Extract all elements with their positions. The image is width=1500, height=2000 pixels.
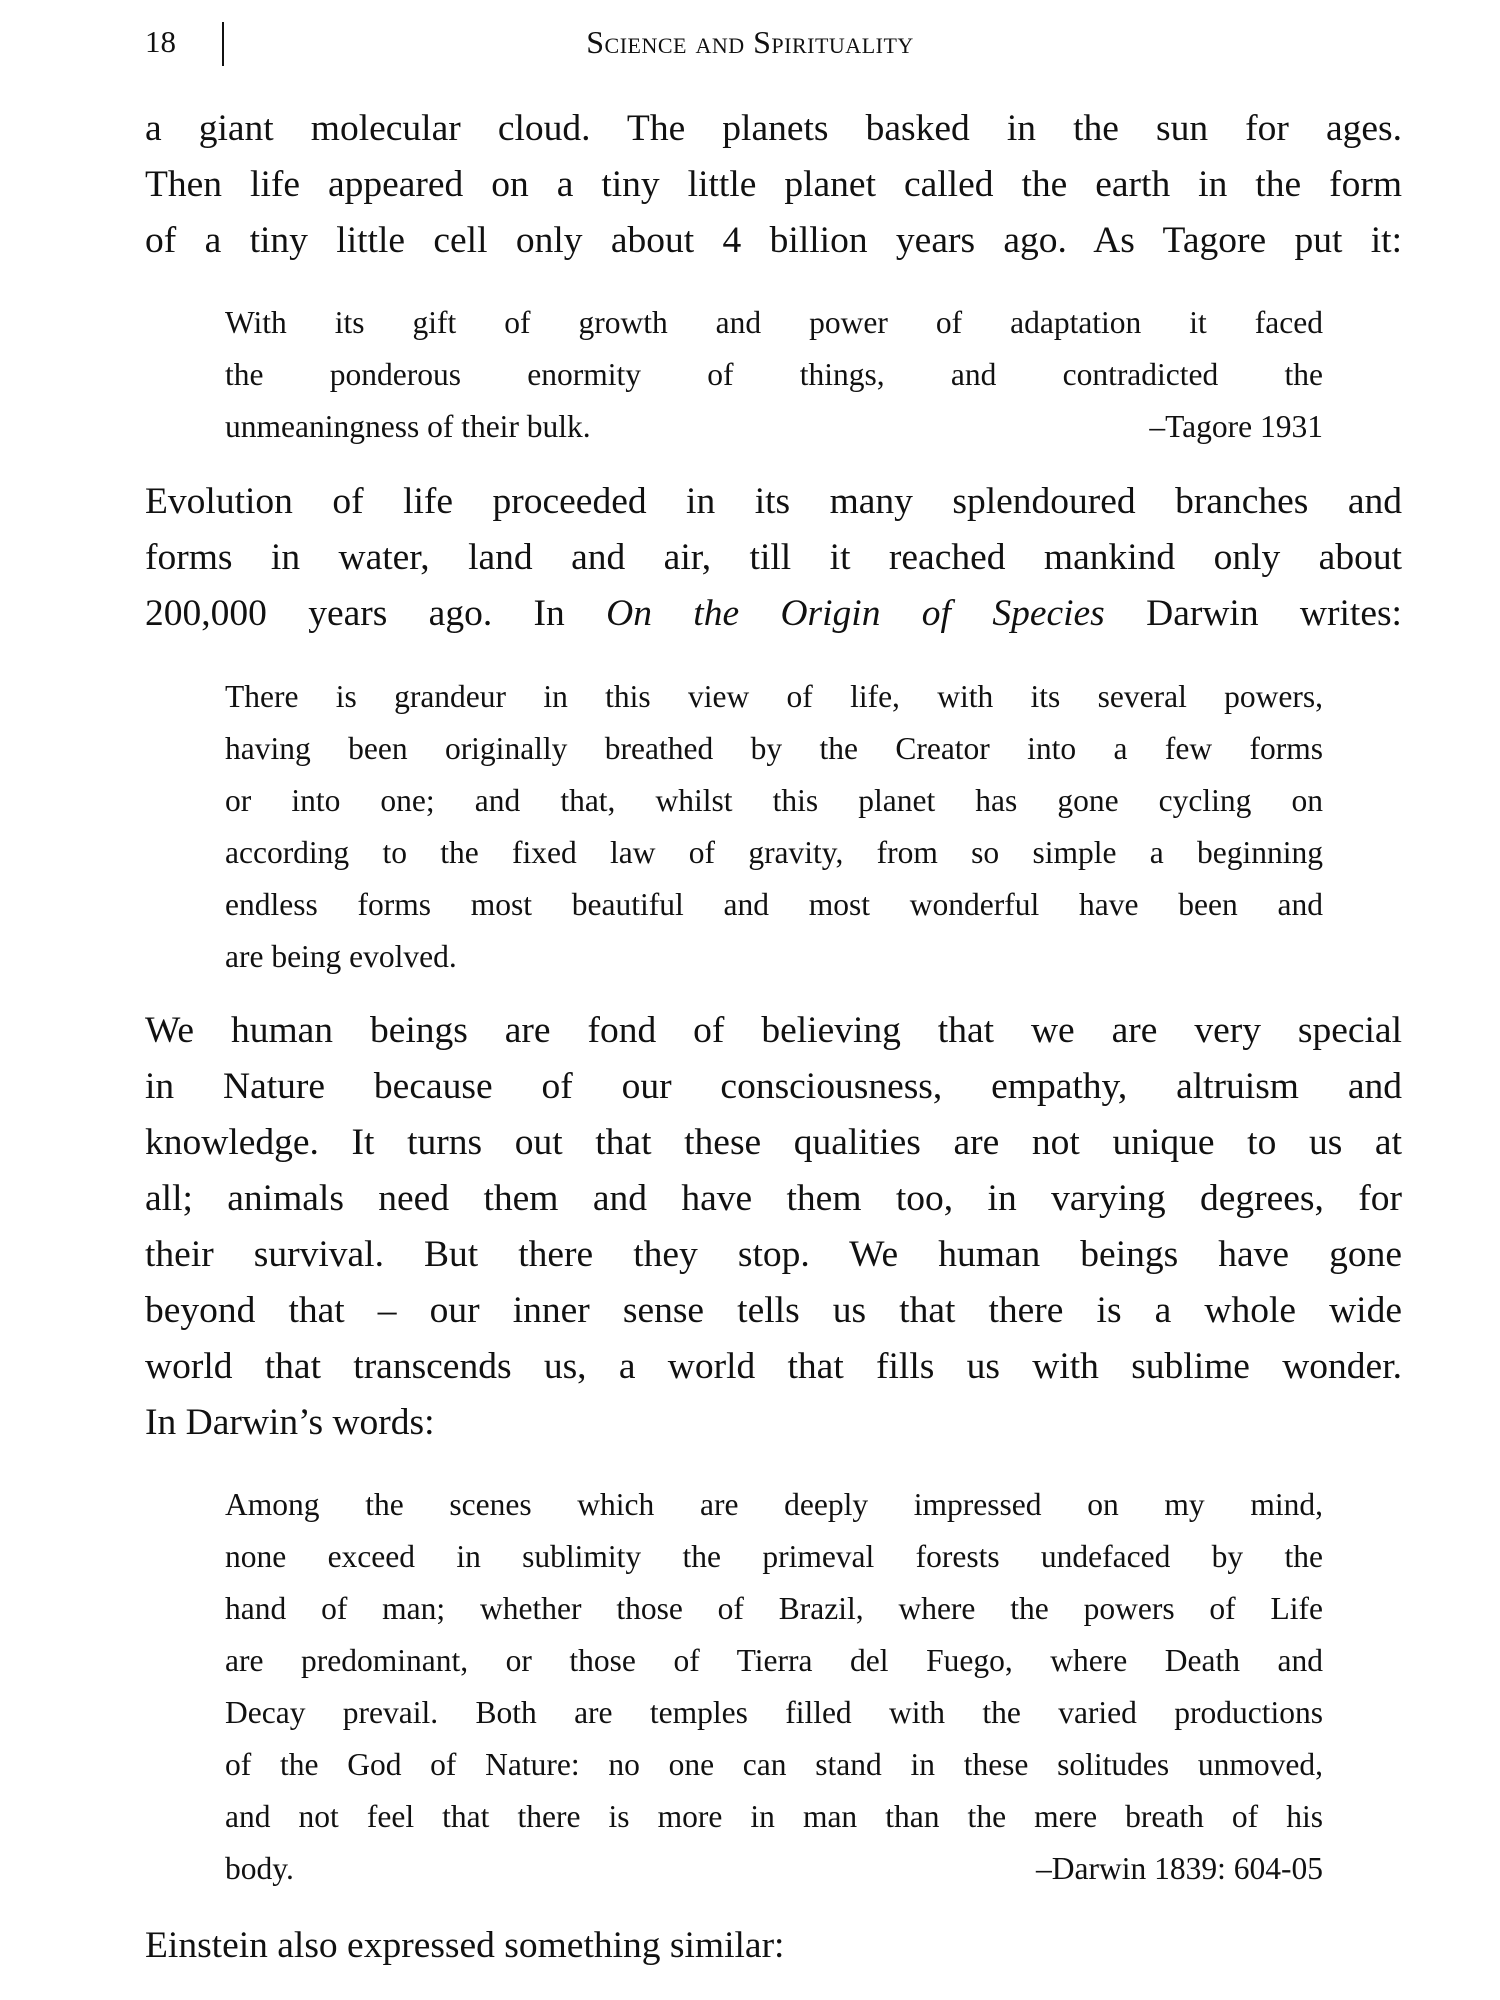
text-line: all; animals need them and have them too, in varying degrees, for — [145, 1178, 1402, 1219]
quote-line: according to the fixed law of gravity, from so simple a beginning — [225, 835, 1323, 870]
blockquote-tagore — [225, 297, 1323, 453]
text-line: beyond that – our inner sense tells us that there is a whole wide — [145, 1290, 1402, 1331]
quote-line: and not feel that there is more in man than the mere breath of his — [225, 1799, 1323, 1834]
quote-line: none exceed in sublimity the primeval forests undefaced by the — [225, 1539, 1323, 1574]
paragraph-2 — [145, 474, 1402, 642]
text-segment: 200,000 years ago. In — [145, 593, 607, 634]
quote-line — [225, 401, 1323, 453]
text-line: forms in water, land and air, till it reached mankind only about — [145, 537, 1402, 578]
quote-line — [225, 1843, 1323, 1895]
text-line: In Darwin’s words: — [145, 1402, 435, 1443]
text-line: in Nature because of our consciousness, empathy, altruism and — [145, 1066, 1402, 1107]
text-segment: Darwin writes: — [1104, 593, 1402, 634]
blockquote-darwin-origin — [225, 671, 1323, 983]
text-line: of a tiny little cell only about 4 billion years ago. As Tagore put it: — [145, 220, 1402, 261]
text-line: knowledge. It turns out that these qualities are not unique to us at — [145, 1122, 1402, 1163]
book-title: On the Origin of Species — [606, 593, 1105, 634]
quote-text: body. — [225, 1851, 294, 1886]
quote-attribution: –Darwin 1839: 604-05 — [1036, 1851, 1323, 1886]
text-line: Then life appeared on a tiny little planet called the earth in the form — [145, 164, 1402, 205]
quote-line: hand of man; whether those of Brazil, where the powers of Life — [225, 1591, 1323, 1626]
quote-line: are predominant, or those of Tierra del Fuego, where Death and — [225, 1643, 1323, 1678]
text-line: their survival. But there they stop. We human beings have gone — [145, 1234, 1402, 1275]
paragraph-4 — [145, 1918, 1402, 1974]
blockquote-darwin-1839 — [225, 1479, 1323, 1895]
text-line: a giant molecular cloud. The planets basked in the sun for ages. — [145, 108, 1402, 149]
quote-attribution: –Tagore 1931 — [1149, 409, 1323, 444]
quote-text: unmeaningness of their bulk. — [225, 409, 591, 444]
quote-line: are being evolved. — [225, 939, 457, 974]
quote-line: or into one; and that, whilst this planet has gone cycling on — [225, 783, 1323, 818]
running-header-title: Science and Spirituality — [586, 24, 914, 60]
quote-line: Decay prevail. Both are temples filled with the varied productions — [225, 1695, 1323, 1730]
text-line: We human beings are fond of believing that we are very special — [145, 1010, 1402, 1051]
paragraph-3 — [145, 1003, 1402, 1451]
text-line: Einstein also expressed something similar: — [145, 1925, 785, 1966]
quote-line: endless forms most beautiful and most wonderful have been and — [225, 887, 1323, 922]
quote-line: having been originally breathed by the Creator into a few forms — [225, 731, 1323, 766]
text-line: Evolution of life proceeded in its many splendoured branches and — [145, 481, 1402, 522]
text-line — [145, 586, 1402, 642]
quote-line: of the God of Nature: no one can stand in these solitudes unmoved, — [225, 1747, 1323, 1782]
paragraph-1 — [145, 101, 1402, 269]
page-number: 18 — [145, 24, 176, 59]
quote-line: the ponderous enormity of things, and contradicted the — [225, 357, 1323, 392]
quote-line: There is grandeur in this view of life, with its several powers, — [225, 679, 1323, 714]
quote-line: Among the scenes which are deeply impressed on my mind, — [225, 1487, 1323, 1522]
quote-line: With its gift of growth and power of adaptation it faced — [225, 305, 1323, 340]
text-line: world that transcends us, a world that fills us with sublime wonder. — [145, 1346, 1402, 1387]
